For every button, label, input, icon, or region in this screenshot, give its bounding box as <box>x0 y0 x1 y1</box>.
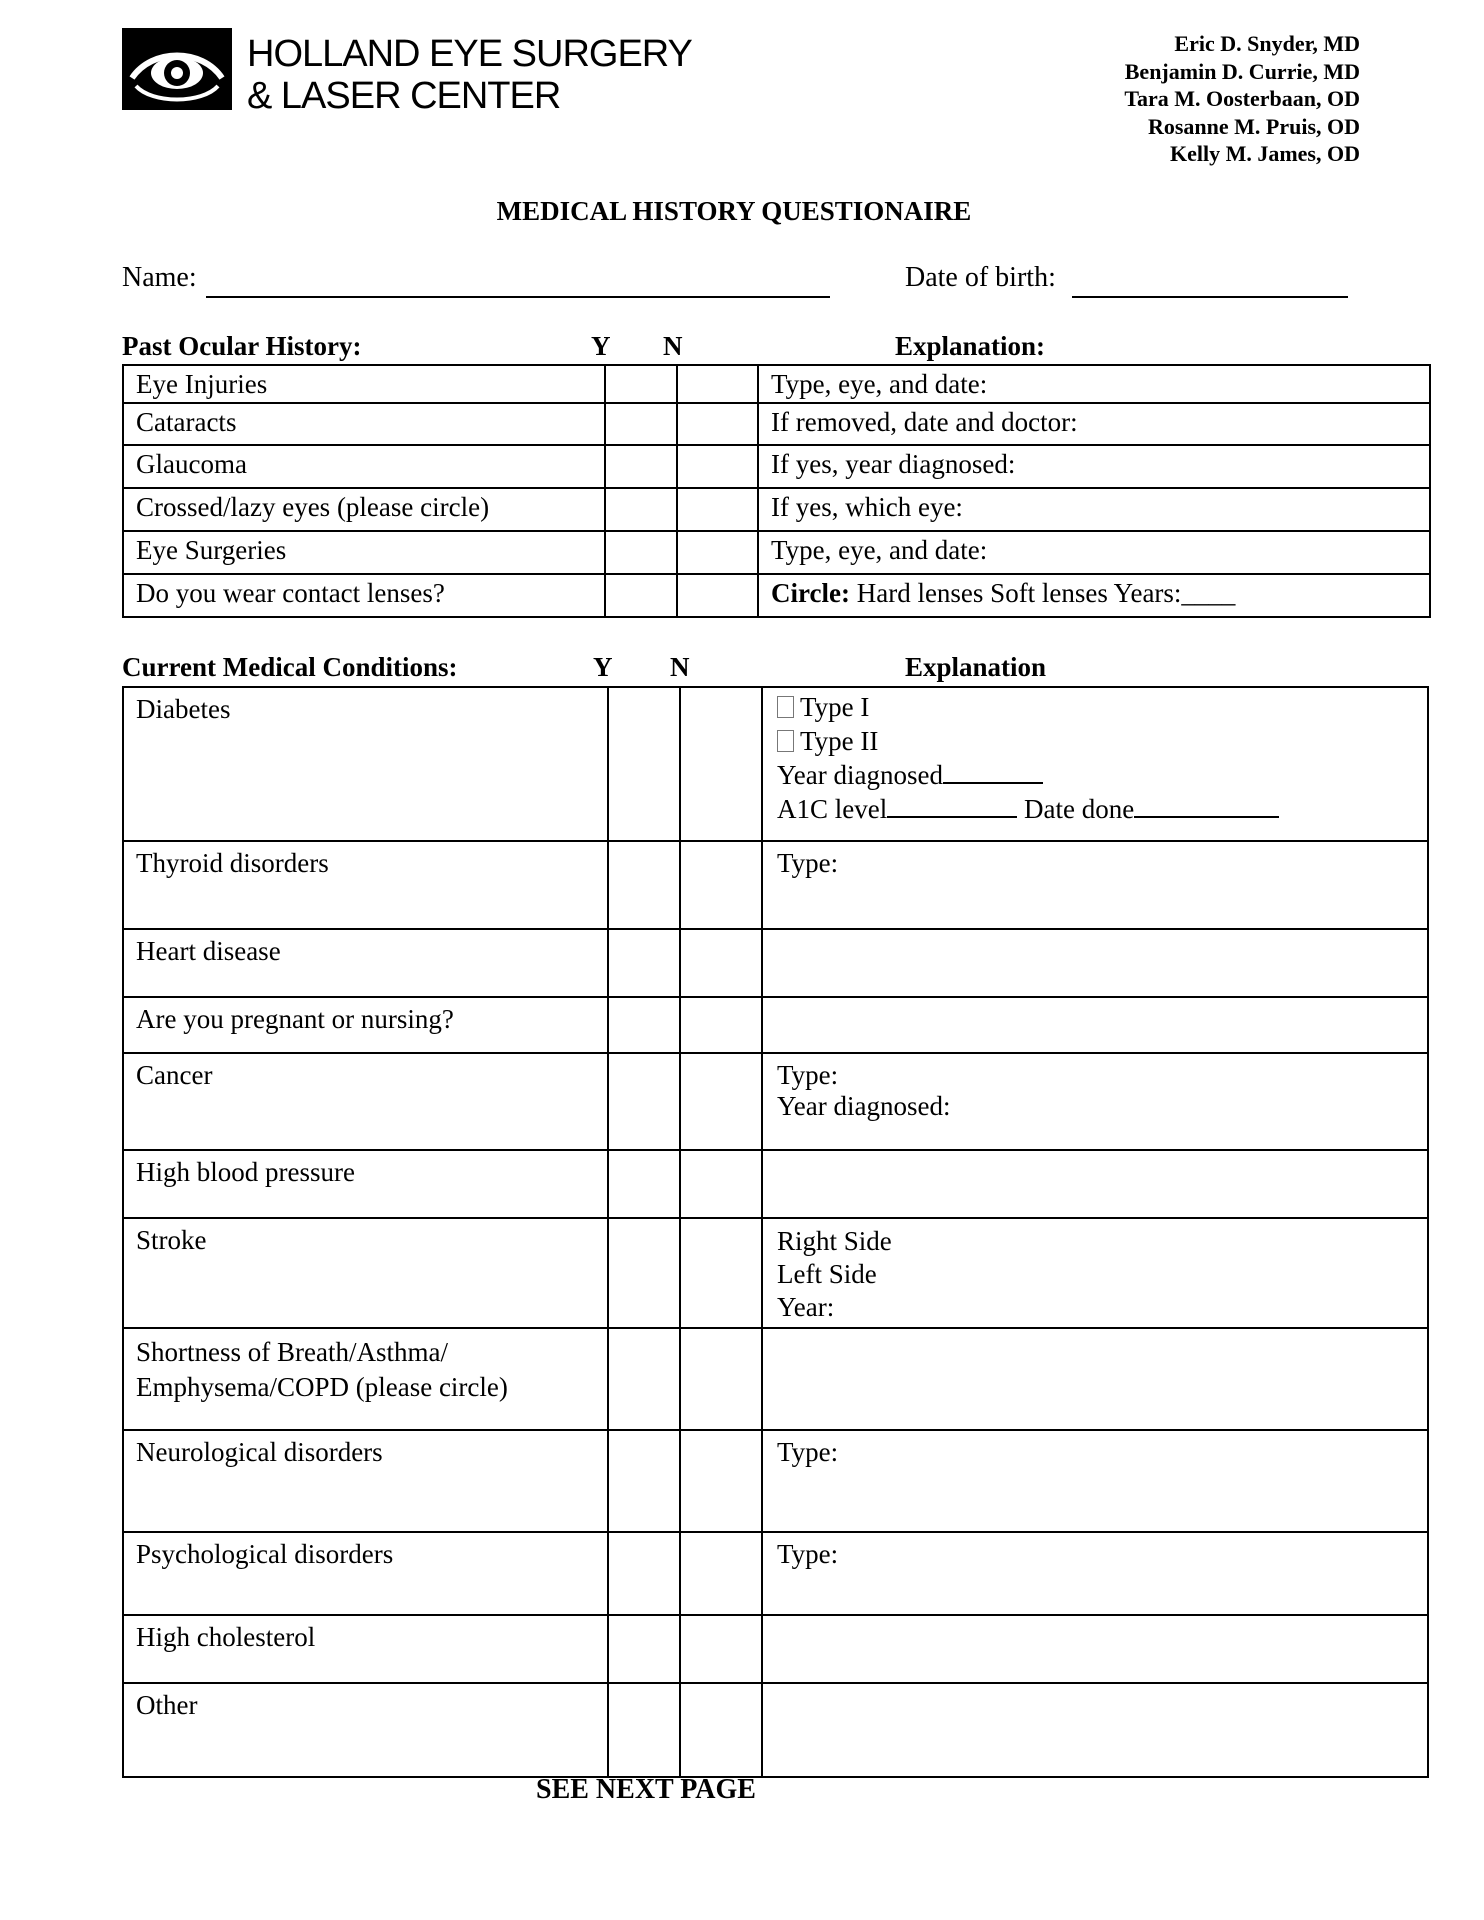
explanation-cell[interactable]: Right Side Left Side Year: <box>762 1218 1428 1328</box>
no-cell[interactable] <box>677 365 758 403</box>
table-row <box>123 1053 1428 1150</box>
yes-cell[interactable] <box>605 531 677 574</box>
doctor-name: Rosanne M. Pruis, OD <box>1147 113 1360 139</box>
type2-option[interactable]: Type II <box>777 724 1427 758</box>
lens-options: Hard lenses Soft lenses Years:____ <box>856 578 1236 608</box>
row-label: High blood pressure <box>123 1150 608 1218</box>
row-label: Stroke <box>123 1218 608 1328</box>
yes-cell[interactable] <box>608 841 680 929</box>
row-label: Are you pregnant or nursing? <box>123 997 608 1053</box>
doctor-name: Kelly M. James, OD <box>1169 141 1360 166</box>
table-row <box>123 488 1430 531</box>
no-cell[interactable] <box>680 687 762 841</box>
medical-n-header: N <box>670 652 690 682</box>
doctor-list <box>1124 30 1360 168</box>
explanation-cell[interactable] <box>762 1615 1428 1683</box>
table-row <box>123 997 1428 1053</box>
table-row <box>123 687 1428 841</box>
yes-cell[interactable] <box>605 488 677 531</box>
explanation-cell[interactable]: Type, eye, and date: <box>758 531 1430 574</box>
ocular-explanation-header: Explanation: <box>895 331 1046 361</box>
no-cell[interactable] <box>680 841 762 929</box>
explanation-cell[interactable] <box>762 1683 1428 1777</box>
dob-field[interactable] <box>1072 266 1348 298</box>
checkbox-icon[interactable] <box>777 696 794 718</box>
explanation-cell[interactable]: If removed, date and doctor: <box>758 403 1430 445</box>
medical-explanation-header: Explanation <box>905 652 1047 682</box>
table-row <box>123 1150 1428 1218</box>
circle-label: Circle: <box>771 578 850 608</box>
yes-cell[interactable] <box>605 403 677 445</box>
explanation-cell[interactable] <box>762 1150 1428 1218</box>
row-label: High cholesterol <box>123 1615 608 1683</box>
table-row <box>123 574 1430 617</box>
row-label: Cataracts <box>123 403 605 445</box>
explanation-cell[interactable]: Type: <box>762 1430 1428 1532</box>
yes-cell[interactable] <box>608 997 680 1053</box>
row-label: Shortness of Breath/Asthma/ Emphysema/COPD (please circle) <box>123 1328 608 1430</box>
doctor-name: Eric D. Snyder, MD <box>1174 31 1360 56</box>
yes-cell[interactable] <box>608 1218 680 1328</box>
yes-cell[interactable] <box>608 1430 680 1532</box>
ocular-heading: Past Ocular History: <box>122 331 362 361</box>
table-row <box>123 1615 1428 1683</box>
ocular-n-header: N <box>663 331 683 361</box>
explanation-cell[interactable]: Type, eye, and date: <box>758 365 1430 403</box>
explanation-cell[interactable] <box>762 687 1428 841</box>
row-label: Neurological disorders <box>123 1430 608 1532</box>
row-label: Psychological disorders <box>123 1532 608 1615</box>
table-row <box>123 403 1430 445</box>
no-cell[interactable] <box>680 1615 762 1683</box>
yes-cell[interactable] <box>608 1150 680 1218</box>
yes-cell[interactable] <box>608 687 680 841</box>
medical-y-header: Y <box>593 652 613 682</box>
explanation-cell[interactable]: If yes, which eye: <box>758 488 1430 531</box>
table-row <box>123 841 1428 929</box>
yes-cell[interactable] <box>608 1053 680 1150</box>
yes-cell[interactable] <box>608 1615 680 1683</box>
explanation-cell[interactable] <box>762 929 1428 997</box>
no-cell[interactable] <box>677 574 758 617</box>
row-label: Eye Injuries <box>123 365 605 403</box>
no-cell[interactable] <box>680 997 762 1053</box>
table-row <box>123 531 1430 574</box>
table-row <box>123 1532 1428 1615</box>
checkbox-icon[interactable] <box>777 730 794 752</box>
doctor-name: Tara M. Oosterbaan, OD <box>1124 86 1360 111</box>
no-cell[interactable] <box>677 488 758 531</box>
see-next-page-note: SEE NEXT PAGE <box>536 1774 756 1805</box>
logo-eye-icon <box>122 28 232 110</box>
table-row <box>123 365 1430 403</box>
row-label: Thyroid disorders <box>123 841 608 929</box>
no-cell[interactable] <box>677 531 758 574</box>
row-label: Diabetes <box>123 687 608 841</box>
name-field[interactable] <box>206 266 830 298</box>
row-label: Cancer <box>123 1053 608 1150</box>
no-cell[interactable] <box>680 1532 762 1615</box>
explanation-cell[interactable] <box>762 997 1428 1053</box>
page-title: MEDICAL HISTORY QUESTIONAIRE <box>496 196 972 226</box>
row-label: Crossed/lazy eyes (please circle) <box>123 488 605 531</box>
explanation-cell[interactable]: Type: <box>762 841 1428 929</box>
medical-conditions-table <box>122 686 1429 1778</box>
explanation-cell[interactable]: Type: <box>762 1532 1428 1615</box>
row-label: Other <box>123 1683 608 1777</box>
medical-heading: Current Medical Conditions: <box>122 652 458 682</box>
yes-cell[interactable] <box>608 1532 680 1615</box>
a1c-field[interactable]: A1C level Date done <box>777 792 1427 826</box>
no-cell[interactable] <box>680 1218 762 1328</box>
no-cell[interactable] <box>680 1328 762 1430</box>
date-done-label: Date done <box>1023 794 1135 824</box>
year-diagnosed-field[interactable]: Year diagnosed <box>777 758 1427 792</box>
row-label: Glaucoma <box>123 445 605 488</box>
yes-cell[interactable] <box>605 445 677 488</box>
yes-cell[interactable] <box>608 1683 680 1777</box>
table-row <box>123 1683 1428 1777</box>
table-row <box>123 1430 1428 1532</box>
logo-title-line1: HOLLAND EYE SURGERY <box>247 33 692 75</box>
no-cell[interactable] <box>680 1683 762 1777</box>
yes-cell[interactable] <box>608 929 680 997</box>
explanation-cell[interactable] <box>762 1328 1428 1430</box>
no-cell[interactable] <box>680 929 762 997</box>
dob-label: Date of birth: <box>905 262 1056 293</box>
explanation-cell[interactable]: Type: Year diagnosed: <box>762 1053 1428 1150</box>
yes-cell[interactable] <box>605 365 677 403</box>
table-row <box>123 1328 1428 1430</box>
name-label: Name: <box>122 262 197 293</box>
no-cell[interactable] <box>680 1430 762 1532</box>
no-cell[interactable] <box>680 1150 762 1218</box>
yes-cell[interactable] <box>605 574 677 617</box>
type1-option[interactable]: Type I <box>777 690 1427 724</box>
table-row <box>123 445 1430 488</box>
table-row <box>123 929 1428 997</box>
row-label: Do you wear contact lenses? <box>123 574 605 617</box>
explanation-cell[interactable]: If yes, year diagnosed: <box>758 445 1430 488</box>
explanation-cell[interactable] <box>758 574 1430 617</box>
ocular-history-table <box>122 364 1431 618</box>
row-label: Heart disease <box>123 929 608 997</box>
row-label: Eye Surgeries <box>123 531 605 574</box>
no-cell[interactable] <box>677 403 758 445</box>
ocular-y-header: Y <box>591 331 611 361</box>
no-cell[interactable] <box>680 1053 762 1150</box>
table-row <box>123 1218 1428 1328</box>
logo-title-line2: & LASER CENTER <box>247 75 561 117</box>
no-cell[interactable] <box>677 445 758 488</box>
yes-cell[interactable] <box>608 1328 680 1430</box>
doctor-name: Benjamin D. Currie, MD <box>1124 58 1360 84</box>
